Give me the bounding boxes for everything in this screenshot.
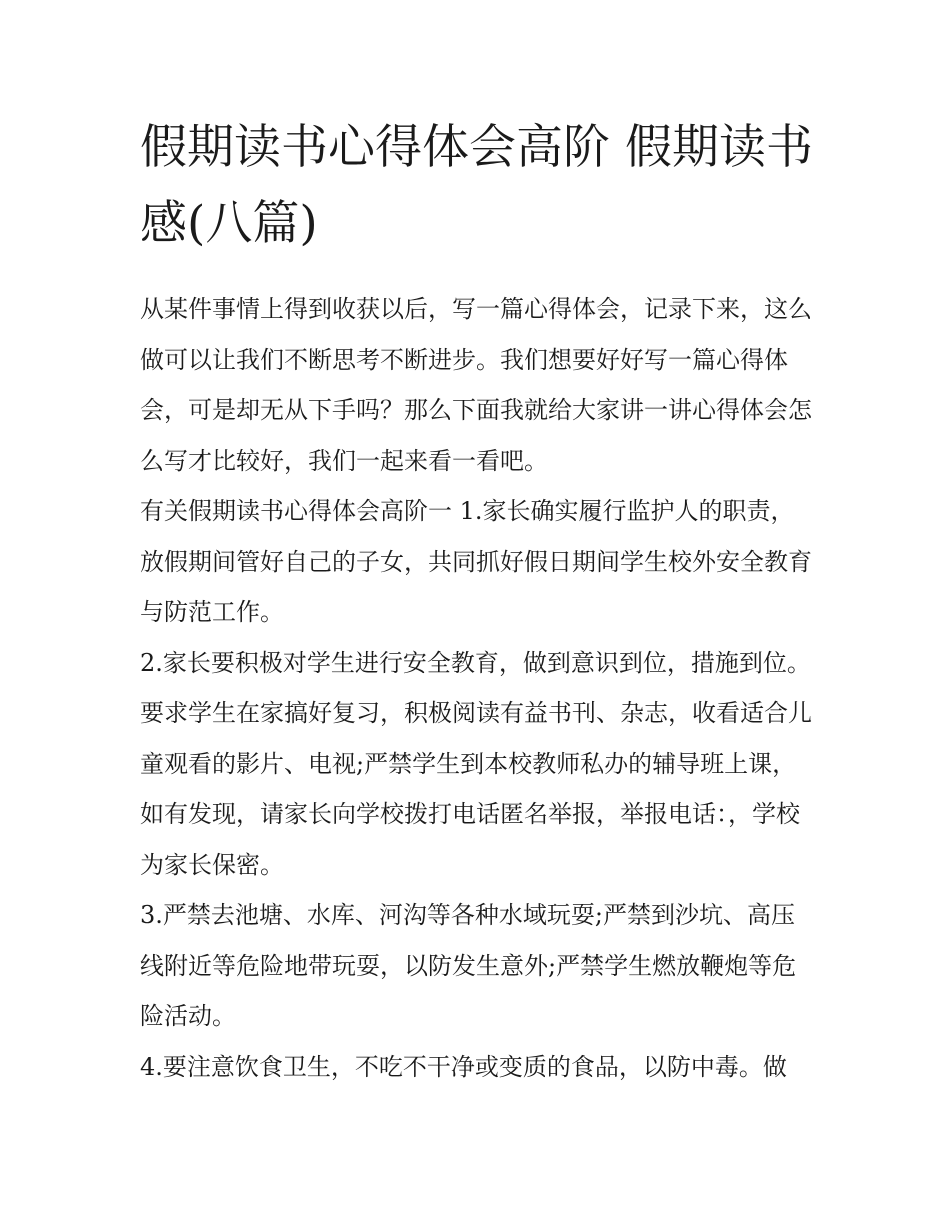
paragraph-intro: 从某件事情上得到收获以后，写一篇心得体会，记录下来，这么做可以让我们不断思考不断进步。我们想要好好写一篇心得体会，可是却无从下手吗？那么下面我就给大家讲一讲心得体会怎么写才比较好，我们一起来看一看吧。 [140,295,812,475]
document-title: 假期读书心得体会高阶 假期读书感(八篇) [140,120,813,251]
paragraph-item-2: 2.家长要积极对学生进行安全教育，做到意识到位，措施到位。要求学生在家搞好复习，积极阅读有益书刊、杂志，收看适合儿童观看的影片、电视;严禁学生到本校教师私办的辅导班上课，如有发现，请家长向学校拨打电话匿名举报，举报电话：，学校为家长保密。 [140,648,812,879]
paragraph-item-4: 4.要注意饮食卫生，不吃不干净或变质的食品，以防中毒。做 [140,1052,787,1081]
document-page [140,110,815,1092]
paragraph-item-1: 有关假期读书心得体会高阶一 1.家长确实履行监护人的职责，放假期间管好自己的子女，共同抓好假日期间学生校外安全教育与防范工作。 [140,497,812,626]
paragraph-item-3: 3.严禁去池塘、水库、河沟等各种水域玩耍;严禁到沙坑、高压线附近等危险地带玩耍，以防发生意外;严禁学生燃放鞭炮等危险活动。 [140,901,797,1030]
